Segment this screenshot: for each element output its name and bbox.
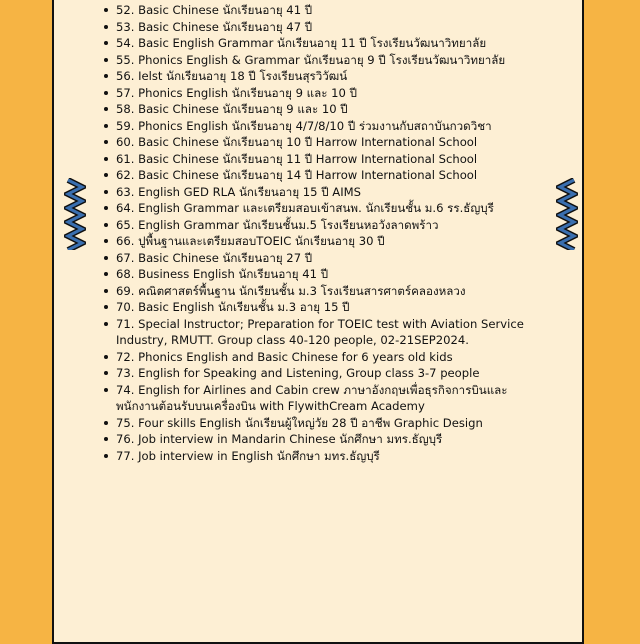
list-item: 71. Special Instructor; Preparation for TOEIC test with Aviation Service Industry, RMUTT. Group class 40-120 people, 02-21SEP2024. <box>62 316 532 349</box>
list-item: 61. Basic Chinese นักเรียนอายุ 11 ปี Harrow International School <box>62 151 532 168</box>
list-item: 55. Phonics English & Grammar นักเรียนอายุ 9 ปี โรงเรียนวัฒนาวิทยาลัย <box>62 52 532 69</box>
list-item: 63. English GED RLA นักเรียนอายุ 15 ปี AIMS <box>62 184 532 201</box>
list-item: 77. Job interview in English นักศึกษา มทร.ธัญบุรี <box>62 448 532 465</box>
list-item: 65. English Grammar นักเรียนชั้นม.5 โรงเรียนหอวังลาดพร้าว <box>62 217 532 234</box>
list-item: 72. Phonics English and Basic Chinese for 6 years old kids <box>62 349 532 366</box>
list-item: 74. English for Airlines and Cabin crew ภาษาอังกฤษเพื่อธุรกิจการบินและพนักงานต้อนรับบนเครื่องบิน with FlywithCream Academy <box>62 382 532 415</box>
zigzag-icon <box>556 178 578 250</box>
list-item: 58. Basic Chinese นักเรียนอายุ 9 และ 10 ปี <box>62 101 532 118</box>
list-item: 57. Phonics English นักเรียนอายุ 9 และ 10 ปี <box>62 85 532 102</box>
list-item: 53. Basic Chinese นักเรียนอายุ 47 ปี <box>62 19 532 36</box>
list-item: 69. คณิตศาสตร์พื้นฐาน นักเรียนชั้น ม.3 โรงเรียนสารศาตร์คลองหลวง <box>62 283 532 300</box>
list-item: 59. Phonics English นักเรียนอายุ 4/7/8/10 ปี ร่วมงานกับสถาบันกวดวิชา <box>62 118 532 135</box>
experience-list <box>62 2 532 464</box>
list-item: 60. Basic Chinese นักเรียนอายุ 10 ปี Harrow International School <box>62 134 532 151</box>
list-item: 70. Basic English นักเรียนชั้น ม.3 อายุ 15 ปี <box>62 299 532 316</box>
list-item: 54. Basic English Grammar นักเรียนอายุ 11 ปี โรงเรียนวัฒนาวิทยาลัย <box>62 35 532 52</box>
list-item: 66. ปูพื้นฐานและเตรียมสอบTOEIC นักเรียนอายุ 30 ปี <box>62 233 532 250</box>
list-item: 52. Basic Chinese นักเรียนอายุ 41 ปี <box>62 2 532 19</box>
list-item: 68. Business English นักเรียนอายุ 41 ปี <box>62 266 532 283</box>
list-item: 75. Four skills English นักเรียนผู้ใหญ่วัย 28 ปี อาชีพ Graphic Design <box>62 415 532 432</box>
list-item: 64. English Grammar และเตรียมสอบเข้าสนพ. นักเรียนชั้น ม.6 รร.ธัญบุรี <box>62 200 532 217</box>
list-item: 56. Ielst นักเรียนอายุ 18 ปี โรงเรียนสุรวิวัฒน์ <box>62 68 532 85</box>
list-item: 76. Job interview in Mandarin Chinese นักศึกษา มทร.ธัญบุรี <box>62 431 532 448</box>
list-item: 67. Basic Chinese นักเรียนอายุ 27 ปี <box>62 250 532 267</box>
list-item: 73. English for Speaking and Listening, Group class 3-7 people <box>62 365 532 382</box>
list-item: 62. Basic Chinese นักเรียนอายุ 14 ปี Harrow International School <box>62 167 532 184</box>
